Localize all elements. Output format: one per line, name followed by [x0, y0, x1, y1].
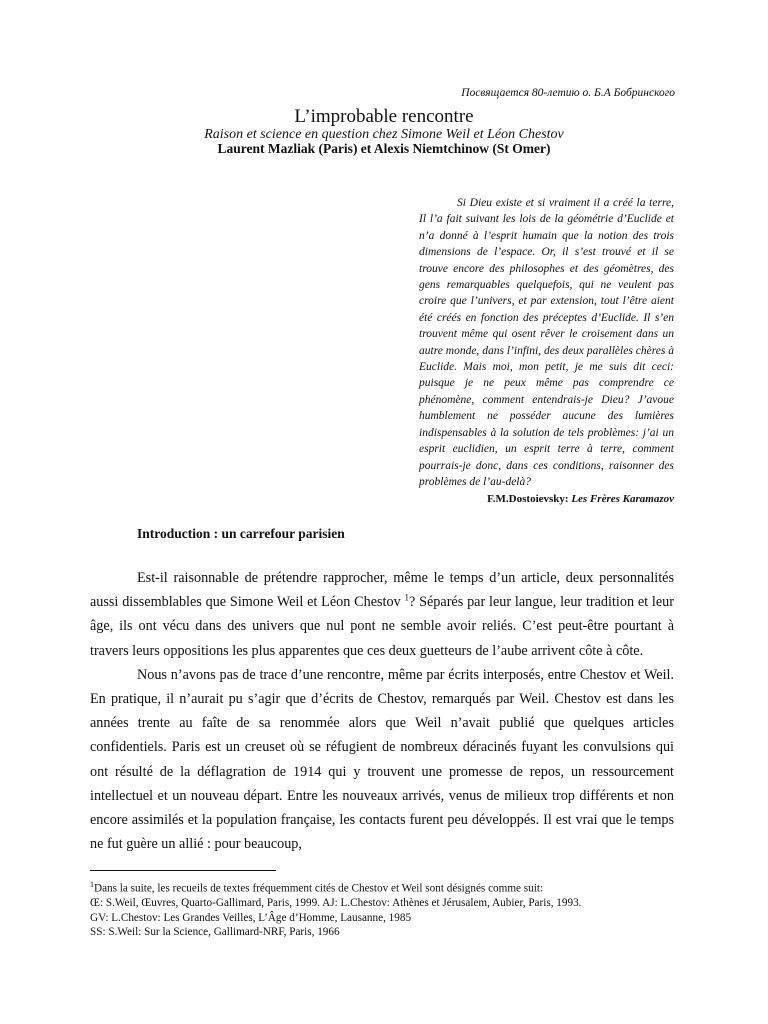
footnote-number: 1	[90, 880, 94, 889]
subtitle: Raison et science en question chez Simone Weil et Léon Chestov	[204, 127, 564, 142]
paragraph	[90, 566, 674, 663]
footnote-line	[90, 878, 690, 896]
dedication: Посвящается 80-летию о. Б.А Бобринского	[461, 87, 675, 99]
section-heading: Introduction : un carrefour parisien	[137, 526, 345, 541]
footnote-line: SS: S.Weil: Sur la Science, Gallimard-NRF, Paris, 1966	[90, 926, 340, 939]
footnote-line: Œ: S.Weil, Œuvres, Quarto-Gallimard, Paris, 1999. AJ: L.Chestov: Athènes et Jérusalem, Aubier, Paris, 1993.	[90, 897, 582, 910]
paragraph: Nous n’avons pas de trace d’une rencontre, même par écrits interposés, entre Chestov et Weil. En pratique, il n’aurait pu s’agir que d’écrits de Chestov, remarqués par Weil. Chestov est dans les années trente au faîte de sa renommée alors que Weil n’avait publié que quelques articles confidentiels. Paris est un creuset où se réfugient de nombreux déracinés fuyant les convulsions qui ont résulté de la déflagration de 1914 qui y trouvent une promesse de repos, un ressourcement intellectuel et un nouveau départ. Entre les nouveaux arrivés, venus de milieux trop différents et non encore assimilés et la population française, les contacts furent peu développés. Il est vrai que le temps ne fut guère un allié : pour beaucoup,	[90, 666, 674, 853]
authors: Laurent Mazliak (Paris) et Alexis Niemtchinow (St Omer)	[217, 141, 551, 156]
epigraph-author: F.M.Dostoievsky:	[487, 493, 569, 505]
paragraph-text: Est-il raisonnable de prétendre rapprocher, même le temps d’un article, deux personnalités aussi dissemblables que Simone Weil et Léon Chestov	[90, 570, 674, 611]
epigraph-work: Les Frères Karamazov	[571, 493, 674, 505]
footnote-ref: 1	[404, 592, 409, 603]
paragraph-text: ? Séparés par leur langue, leur tradition et leur âge, ils ont vécu dans des univers que nul pont ne semble avoir reliés. C’est peut-être pourtant à travers leurs oppositions les plus apparentes que ces deux guetteurs de l’aube arrivent côte à côte.	[90, 594, 674, 659]
epigraph-source	[487, 493, 674, 505]
epigraph-quote: Si Dieu existe et si vraiment il a créé la terre, Il l’a fait suivant les lois de la géométrie d’Euclide et n’a donné à l’esprit humain que la notion des trois dimensions de l’espace. Or, il s’est trouvé et il se trouve encore des philosophes et des géomètres, des gens remarquables quelquefois, qui ne veulent pas croire que l’univers, et par extension, tout l’être aient été créés en fonction des préceptes d’Euclide. Il s’en trouvent même qui osent rêver le croisement dans un autre monde, dans l’infini, des deux parallèles chères à Euclide. Mais moi, mon petit, je me suis dit ceci: puisque je ne peux même pas comprendre ce phénomène, comment entendrais-je Dieu? J’avoue humblement ne posséder aucune des lumières indispensables à la solution de tels problèmes: j’ai un esprit euclidien, un esprit terre à terre, comment pourrais-je donc, dans ces conditions, raisonner des problèmes de l’au-delà?	[419, 197, 674, 488]
footnotes	[90, 878, 690, 940]
footnote-line: GV: L.Chestov: Les Grandes Veilles, L’Âge d’Homme, Lausanne, 1985	[90, 911, 412, 924]
footnote-text: Dans la suite, les recueils de textes fréquemment cités de Chestov et Weil sont désignés comme suit:	[94, 882, 544, 895]
body-text	[90, 566, 674, 856]
page-title: L’improbable rencontre	[294, 106, 474, 127]
footnote-divider	[90, 870, 276, 871]
